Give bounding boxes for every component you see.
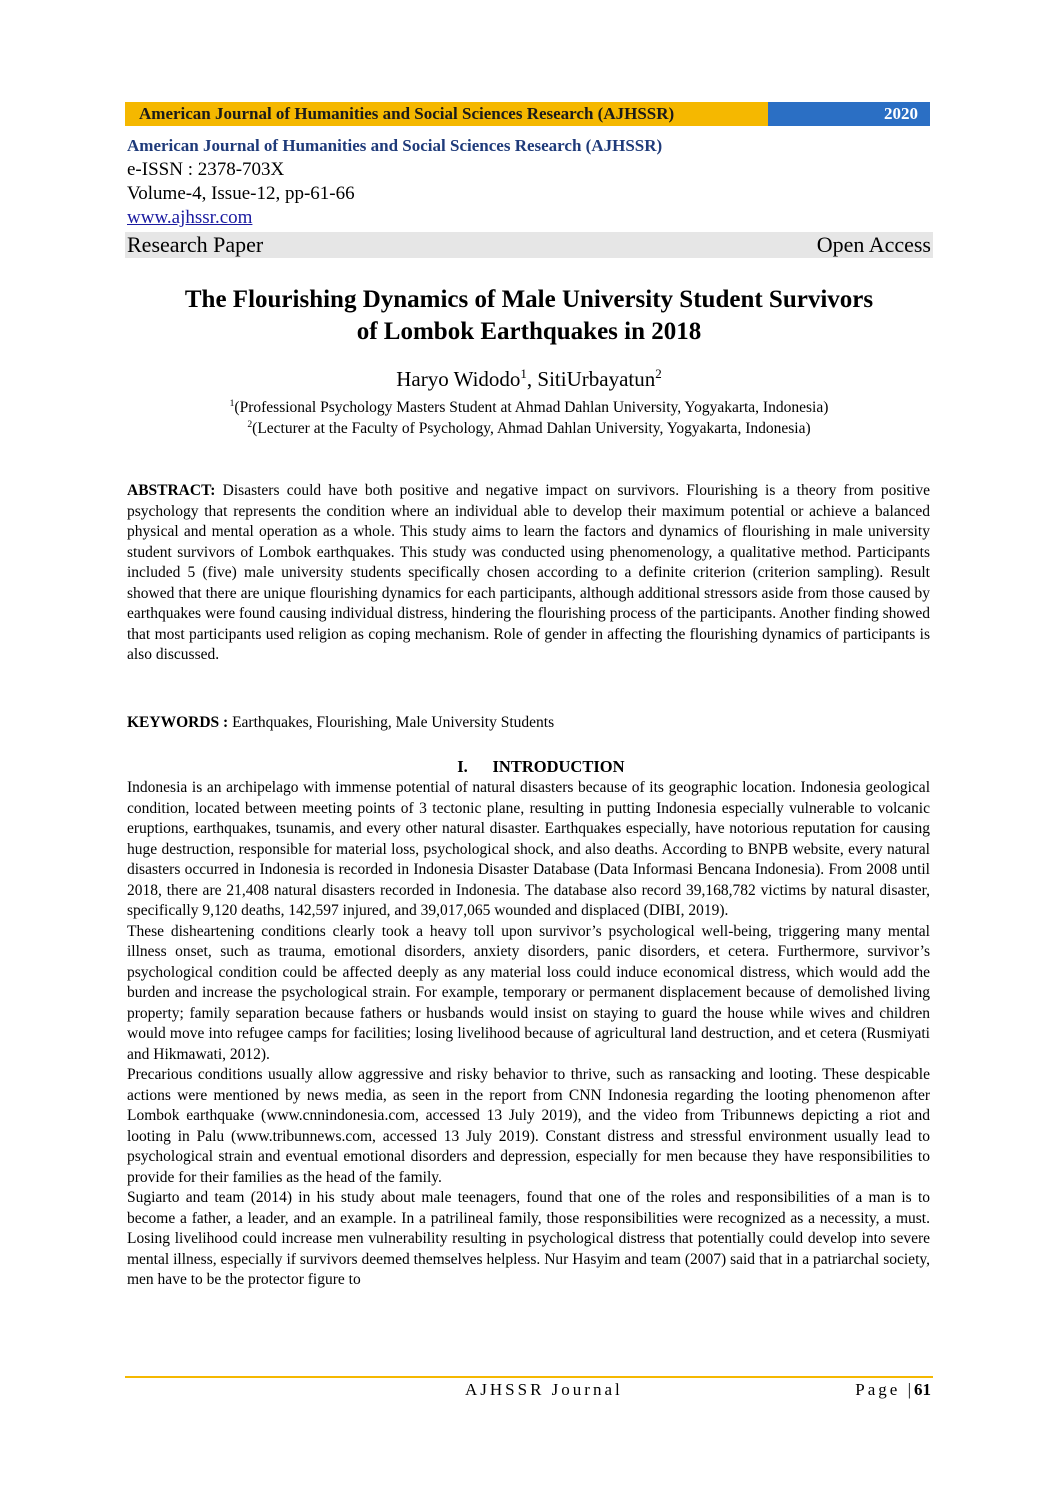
paper-type-label: Research Paper: [127, 232, 264, 257]
author-1: Haryo Widodo: [396, 367, 521, 391]
paper-type-bar: [125, 232, 933, 258]
section-heading: [127, 757, 930, 777]
journal-eissn: e-ISSN : 2378-703X: [127, 159, 285, 180]
journal-url-link[interactable]: www.ajhssr.com: [127, 207, 253, 228]
author-2: SitiUrbayatun: [537, 367, 656, 391]
paragraph: Precarious conditions usually allow aggressive and risky behavior to thrive, such as ransacking and looting. These despicable actions were mentioned by news media, as seen in the report from CNN Indonesia regarding the looting phenomenon after Lombok earthquake (www.cnnindonesia.com, accessed 13 July 2019), and the video from Tribunnews depicting a riot and looting in Palu (www.tribunnews.com, accessed 13 July 2019). Constant distress and stressful environment usually lead to psychological strain and eventual emotional disorders and depression, especially for men because they have responsibilities to provide for their families as the head of the family.: [127, 1066, 930, 1186]
paragraph: Sugiarto and team (2014) in his study about male teenagers, found that one of the roles and responsibilities of a man is to become a father, a leader, and an example. In a patrilineal family, those responsibilities were recognized as a necessity, a must. Losing livelihood could increase men vulnerability resulting in psychological distress that potentially could develop into severe mental illness, especially if survivors deemed themselves helpless. Nur Hasyim and team (2007) said that in a patriarchal society, men have to be the protector figure to: [127, 1189, 930, 1288]
affiliation-1: [125, 398, 933, 417]
journal-name: American Journal of Humanities and Social Sciences Research (AJHSSR): [127, 136, 663, 155]
paper-title-line-2: of Lombok Earthquakes in 2018: [356, 318, 702, 345]
footer-journal: AJHSSR Journal: [465, 1380, 623, 1399]
page-footer: [125, 1378, 933, 1402]
access-type-label: Open Access: [816, 232, 931, 257]
journal-info: [127, 134, 662, 230]
author-list: [125, 366, 933, 392]
affiliation-2: [125, 419, 933, 438]
keywords-text: Earthquakes, Flourishing, Male University Students: [228, 714, 555, 731]
footer-page-label: Page |: [855, 1380, 914, 1399]
section-title: INTRODUCTION: [492, 757, 625, 776]
keywords-label: KEYWORDS :: [127, 714, 229, 731]
affiliation-2-mark: 2: [247, 419, 253, 430]
affiliation-2-text: (Lecturer at the Faculty of Psychology, Ahmad Dahlan University, Yogyakarta, Indonesia): [252, 420, 811, 438]
abstract: [127, 481, 930, 666]
affiliation-1-mark: 1: [229, 398, 235, 409]
abstract-text: Disasters could have both positive and negative impact on survivors. Flourishing is a theory from positive psychology that represents the condition where an individual able to develop their maximum potential or achieve a balanced physical and mental operation as a whole. This study aims to learn the factors and dynamics of flourishing in male university student survivors of Lombok earthquakes. This study was conducted using phenomenology, a qualitative method. Participants included 5 (five) male university students specifically chosen according to a definite criterion (criterion sampling). Result showed that there are unique flourishing dynamics for each participants, although additional stressors aside from those caused by earthquakes were found causing individual distress, hindering the flourishing process of the participants. Another finding showed that most participants used religion as coping mechanism. Role of gender in affecting the flourishing dynamics of participants is also discussed.: [127, 482, 930, 663]
journal-header-year: 2020: [768, 102, 930, 126]
journal-header-title: American Journal of Humanities and Social Sciences Research (AJHSSR): [125, 102, 768, 126]
author-2-affiliation-mark: 2: [655, 366, 662, 381]
affiliation-1-text: (Professional Psychology Masters Student at Ahmad Dahlan University, Yogyakarta, Indonesia): [234, 399, 829, 417]
paper-title: [125, 284, 933, 348]
abstract-label: ABSTRACT:: [127, 482, 216, 499]
section-number: I.: [457, 757, 468, 776]
paragraph: These disheartening conditions clearly took a heavy toll upon survivor’s psychological well-being, triggering many mental illness onset, such as trauma, emotional disorders, anxiety disorders, panic disorders, et cetera. Furthermore, survivor’s psychological condition could be affected deeply as any material loss could induce economical distress, which would add the burden and increase the psychological strain. For example, temporary or permanent displacement because of demolished living property; family separation because fathers or husbands would insist on staying to guard the house while wives and children would move into refugee camps for facilities; losing livelihood because of agricultural land destruction, and et cetera (Rusmiyati and Hikmawati, 2012).: [127, 922, 930, 1063]
author-1-affiliation-mark: 1: [520, 366, 527, 381]
journal-header-bar: [125, 102, 930, 126]
keywords: [127, 714, 554, 732]
journal-volume: Volume-4, Issue-12, pp-61-66: [127, 183, 355, 204]
footer-page: [855, 1378, 931, 1402]
author-separator: ,: [526, 367, 538, 391]
paper-title-line-1: The Flourishing Dynamics of Male University Student Survivors: [184, 286, 874, 313]
footer-page-number: 61: [914, 1380, 931, 1399]
introduction-body: [127, 778, 930, 1291]
paragraph: Indonesia is an archipelago with immense potential of natural disasters because of its geographic location. Indonesia geological condition, located between meeting points of 3 tectonic plane, resulting in putting Indonesia especially vulnerable to volcanic eruptions, earthquakes, tsunamis, and every other natural disaster. Earthquakes especially, have notorious reputation for causing huge destruction, responsible for material loss, psychological shock, and also deaths. According to BNPB website, every natural disasters occurred in Indonesia is recorded in Indonesia Disaster Database (Data Informasi Bencana Indonesia). From 2008 until 2018, there are 21,408 natural disasters recorded in Indonesia. The database also record 39,168,782 victims by natural disaster, specifically 9,120 deaths, 142,597 injured, and 39,017,065 wounded and displaced (DIBI, 2019).: [127, 779, 930, 919]
